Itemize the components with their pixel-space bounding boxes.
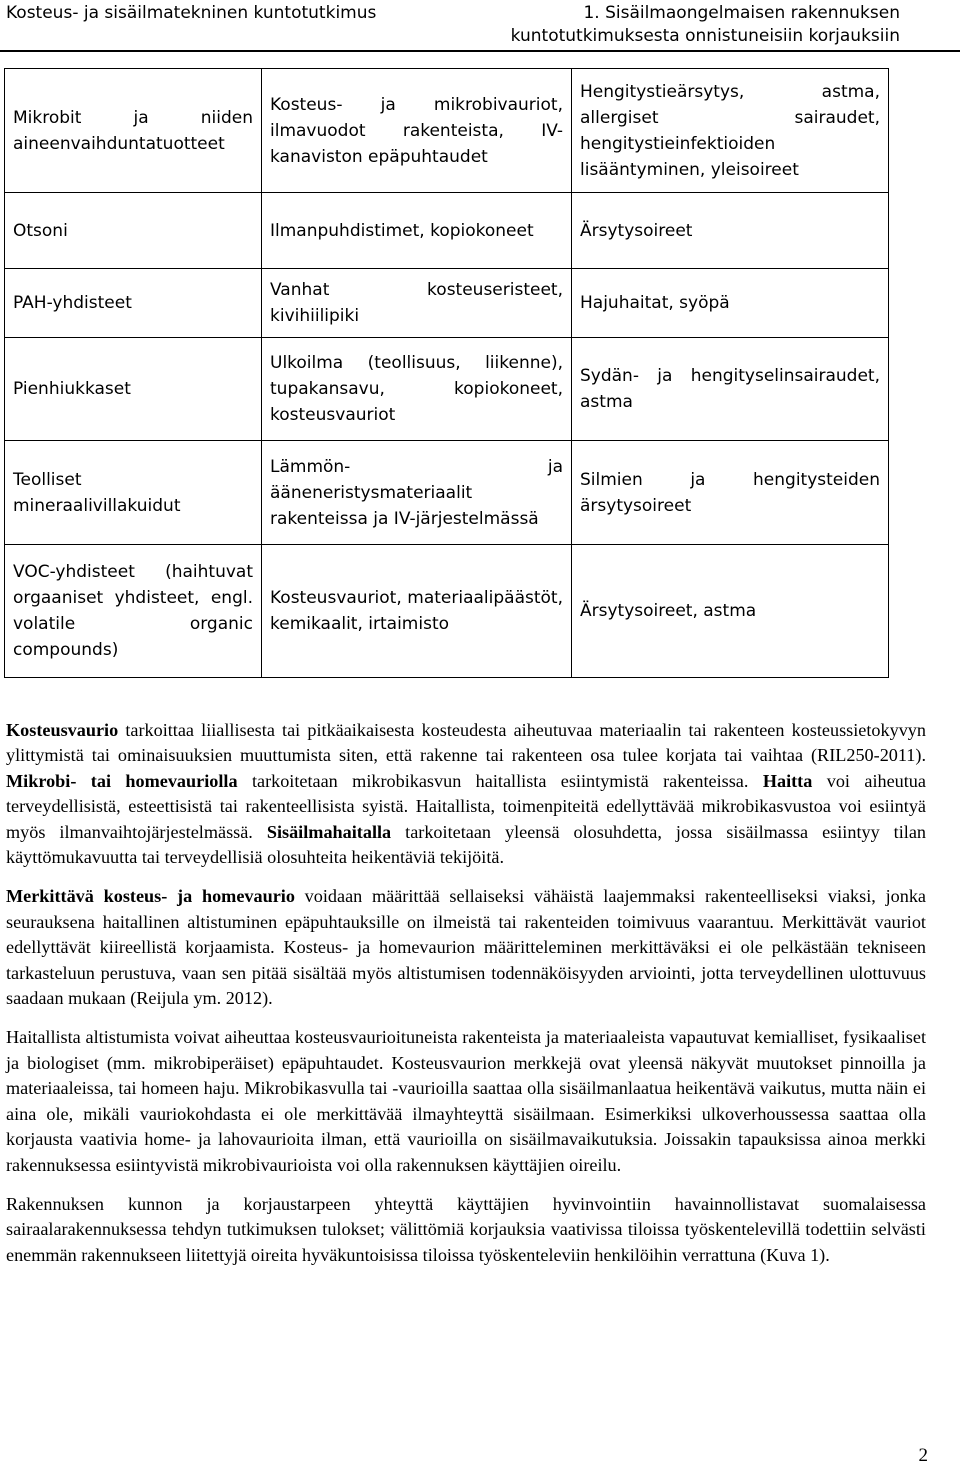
table-cell-source: Kosteusvauriot, materiaalipäästöt, kemikaalit, irtaimisto [262,545,572,678]
paragraph-definitions [6,718,926,870]
exposure-table [4,68,889,678]
table-cell-agent: Otsoni [5,193,262,269]
header-chapter-line1: 1. Sisäilmaongelmaisen rakennuksen [583,3,900,23]
table-cell-effect: Hengitystieärsytys, astma, allergiset sairaudet, hengitystieinfektioiden lisääntyminen, yleisoireet [572,69,889,193]
term-kosteusvaurio: Kosteusvaurio [6,720,119,740]
table-cell-effect: Ärsytysoireet, astma [572,545,889,678]
header-chapter-line2: kuntotutkimuksesta onnistuneisiin korjauksiin [510,26,900,46]
table-cell-source: Ulkoilma (teollisuus, liikenne), tupakansavu, kopiokoneet, kosteusvauriot [262,338,572,441]
header-title: Kosteus- ja sisäilmatekninen kuntotutkimus [6,3,377,23]
table-cell-source: Kosteus- ja mikrobivauriot, ilmavuodot rakenteista, IV-kanaviston epäpuhtaudet [262,69,572,193]
table-row [5,338,889,441]
table-row [5,269,889,338]
page-number: 2 [918,1445,928,1466]
body-text [6,718,926,1282]
paragraph-text: voidaan määrittää sellaiseksi vähäistä laajemmaksi rakenteelliseksi viaksi, jonka seurauksena haitallinen altistuminen epäpuhtauksille on ilmeistä tai rakenteiden toimivuus vaarantuu. Merkittävät vauriot edellyttävät kiireellistä korjaamista. Kosteus- ja homevaurion määritteleminen merkittäväksi ei ole pelkästään tekniseen tarkasteluun perustuva, vaan sen pitää sisältää myös altistumisen todennäköisyyden arviointi, jotta terveydellinen ulottuvuus saadaan mukaan (Reijula ym. 2012). [6,886,926,1009]
table-cell-agent: Pienhiukkaset [5,338,262,441]
page-header [0,0,960,50]
paragraph-text: voi aiheutua terveydellisistä, esteettisistä tai rakenteellisista syistä. Haitallista, toimenpiteitä edellyttävää mikrobikasvustoa voi esiintyä myös ilmanvaihtojärjestelmässä. [6,770,926,842]
table-cell-effect: Silmien ja hengitysteiden ärsytysoireet [572,441,889,545]
table-cell-effect: Sydän- ja hengityselinsairaudet, astma [572,338,889,441]
table-cell-source: Vanhat kosteuseristeet, kivihiilipiki [262,269,572,338]
table-row [5,545,889,678]
term-sisailmahaitta: Sisäilmahaitalla [266,821,392,842]
table-row [5,69,889,193]
table-cell-source: Ilmanpuhdistimet, kopiokoneet [262,193,572,269]
table-row [5,441,889,545]
paragraph-building-condition: Rakennuksen kunnon ja korjaustarpeen yhteyttä käyttäjien hyvinvointiin havainnollistavat suomalaisessa sairaalarakennuksessa tehdyn tutkimuksen tulokset; välittömiä korjauksia vaativissa tiloissa työskentelevillä todettiin selvästi enemmän rakennukseen liitettyjä oireita hyväkuntoisissa tiloissa työskenteleviin henkilöihin verrattuna (Kuva 1). [6,1193,926,1265]
table-row [5,193,889,269]
paragraph-exposure: Haitallista altistumista voivat aiheuttaa kosteusvaurioituneista rakenteista ja materiaaleista vapautuvat kemialliset, fysikaaliset ja biologiset (mm. mikrobiperäiset) epäpuhtaudet. Kosteusvaurion merkkejä ovat yleensä näkyvät muutokset pinnoilla ja materiaaleissa, tai homeen haju. Mikrobikasvulla tai -vaurioilla saattaa olla sisäilmanlaatua heikentävä vaikutus, mutta näin ei aina ole, mikäli vauriokohdasta ei ole merkittävää ilmayhteyttä sisäilmaan. Esimerkiksi ulkoverhoussessa saattaa olla korjausta vaativia home- ja lahovaurioita ilman, että vaurioilla on sisäilmavaikutuksia. Joissakin tapauksissa ainoa merkki rakennuksessa esiintyvistä mikrobivaurioista voi olla rakennuksen käyttäjien oireilu. [6,1027,926,1175]
table-cell-agent: PAH-yhdisteet [5,269,262,338]
header-rule [0,50,960,52]
table-cell-agent: Teolliset mineraalivillakuidut [5,441,262,545]
table-cell-agent: VOC-yhdisteet (haihtuvat orgaaniset yhdisteet, engl. volatile organic compounds) [5,545,262,678]
header-chapter [511,2,900,48]
paragraph-text: tarkoittaa liiallisesta tai pitkäaikaisesta kosteudesta aiheutuvaa materiaalin tai rakenteen kosteussietokyvyn ylittymistä tai ominaisuuksien muuttumista siten, että rakenne tai rakenteen osa tulee korjata tai vaihtaa (RIL250-2011). [6,720,926,766]
table-cell-effect: Ärsytysoireet [572,193,889,269]
paragraph-text: tarkoitetaan mikrobikasvun haitallista esiintymistä rakenteissa. [237,770,763,791]
term-merkittava-vaurio: Merkittävä kosteus- ja homevaurio [6,886,295,907]
term-mikrobivaurio: Mikrobi- tai homevauriolla [6,770,238,791]
table-cell-effect: Hajuhaitat, syöpä [572,269,889,338]
table-cell-source: Lämmön- ja ääneneristysmateriaalit rakenteissa ja IV-järjestelmässä [262,441,572,545]
paragraph-text: tarkoitetaan yleensä olosuhdetta, jossa sisäilmassa esiintyy tilan käyttömukavuutta tai terveydellisiä olosuhteita heikentäviä tekijöitä. [6,821,926,868]
term-haitta: Haitta [762,770,813,791]
table-cell-agent: Mikrobit ja niiden aineenvaihduntatuotteet [5,69,262,193]
paragraph-significant-damage [6,884,926,1011]
